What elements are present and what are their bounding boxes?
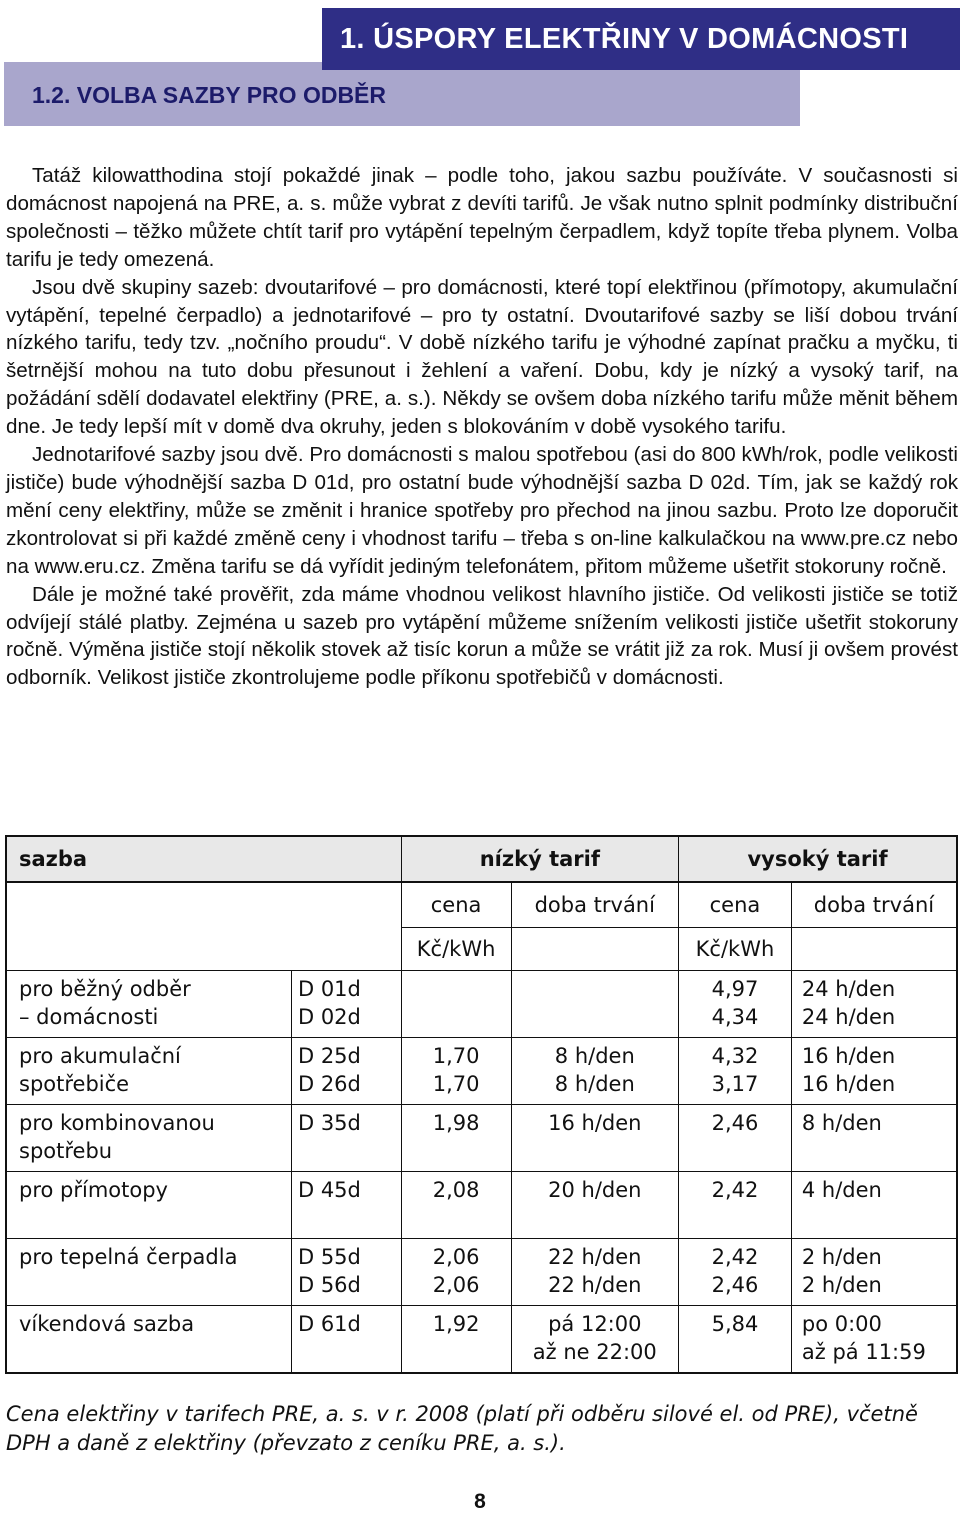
- rate-label: [6, 1306, 291, 1374]
- header-low-price: cena: [401, 882, 511, 928]
- high-duration: [791, 1172, 957, 1239]
- rate-label-line: víkendová sazba: [19, 1312, 195, 1336]
- high-price-line: 5,84: [711, 1312, 759, 1336]
- paragraph-2: Jsou dvě skupiny sazeb: dvoutarifové – pro domácnosti, které topí elektřinou (přímotopy, akumulační vytápění, tepelné čerpadlo) a jednotarifové – pro ty ostatní. Dvoutarifové sazby se liší dobou trvání nízkého tarifu, tedy tzv. „nočního proudu“. V době nízkého tarifu je výhodné zapínat pračku a myčku, ti šetrnější mohou na tuto dobu přesunout i žehlení a vaření. Dobu, kdy je nízký a vysoký tarif, na požádání sdělí dodavatel elektřiny (PRE, a. s.). Někdy se ovšem doba nízkého tarifu může měnit během dne. Je tedy lepší mít v domě dva okruhy, jeden s blokováním v době vysokého tarifu.: [6, 275, 958, 439]
- high-duration: [791, 1306, 957, 1374]
- rate-label-line: [19, 1271, 291, 1299]
- low-duration: [511, 1038, 679, 1105]
- rate-code-line: D 26d: [297, 1072, 361, 1096]
- high-duration-line: až pá 11:59: [801, 1340, 926, 1364]
- low-duration-line: pá 12:00: [548, 1312, 642, 1336]
- rate-label-line: pro akumulační: [19, 1044, 181, 1068]
- rate-code-line: D 02d: [297, 1005, 361, 1029]
- low-price: [401, 1172, 511, 1239]
- high-price: [679, 1038, 792, 1105]
- rate-label-line: pro tepelná čerpadla: [19, 1245, 238, 1269]
- high-price-line: 2,42: [711, 1178, 759, 1202]
- high-price-line: 4,32: [711, 1044, 759, 1068]
- rate-label: [6, 1239, 291, 1306]
- rate-code-line: [298, 1338, 401, 1366]
- rate-label: [6, 1172, 291, 1239]
- low-price-line: [402, 1338, 511, 1366]
- high-price: [679, 1239, 792, 1306]
- high-duration-line: 16 h/den: [801, 1044, 896, 1068]
- high-duration-line: 8 h/den: [801, 1111, 882, 1135]
- table-row: [6, 971, 957, 1038]
- rate-code-line: D 55d: [297, 1245, 361, 1269]
- tariff-table: [5, 835, 958, 1374]
- low-price: [401, 1038, 511, 1105]
- low-duration-line: až ne 22:00: [532, 1340, 657, 1364]
- low-duration-line: 22 h/den: [548, 1273, 642, 1297]
- high-price-line: [679, 1204, 791, 1232]
- low-price-line: [402, 1137, 511, 1165]
- high-duration: [791, 1105, 957, 1172]
- rate-code: [291, 1105, 401, 1172]
- high-price: [679, 971, 792, 1038]
- low-duration-line: [512, 975, 679, 1003]
- high-duration-line: 2 h/den: [801, 1273, 882, 1297]
- article-body: [6, 162, 958, 692]
- rate-label-line: pro přímotopy: [19, 1178, 168, 1202]
- low-price-line: 1,92: [432, 1312, 480, 1336]
- high-duration: [791, 971, 957, 1038]
- table-row: [6, 1038, 957, 1105]
- unit-high-price: Kč/kWh: [679, 928, 792, 971]
- table-caption: Cena elektřiny v tarifech PRE, a. s. v r. 2008 (platí při odběru silové el. od PRE), včetně DPH a daně z elektřiny (převzato z ceníku PRE, a. s.).: [6, 1402, 918, 1455]
- low-duration-line: [512, 1137, 679, 1165]
- table-row: [6, 1172, 957, 1239]
- low-duration: [511, 1172, 679, 1239]
- low-price-line: [402, 975, 511, 1003]
- rate-code-line: D 01d: [297, 977, 361, 1001]
- low-duration: [511, 1239, 679, 1306]
- high-price-line: [679, 1338, 791, 1366]
- paragraph-4: Dále je možné také prověřit, zda máme vhodnou velikost hlavního jističe. Od velikosti jističe se totiž odvíjejí stálé platby. Zejména u sazeb pro vytápění můžeme snížením velikosti jističe ušetřit stokoruny ročně. Výměna jističe stojí několik stovek až tisíc korun a může se vrátit již za rok. Musí ji ovšem provést odborník. Velikost jističe zkontrolujeme podle příkonu spotřebičů v domácnosti.: [6, 582, 958, 690]
- rate-label-line: [19, 1338, 291, 1366]
- low-price-line: [402, 1204, 511, 1232]
- high-duration-line: [802, 1137, 956, 1165]
- low-duration-line: [512, 1003, 679, 1031]
- rate-label-line: spotřebu: [19, 1139, 113, 1163]
- section-heading: 1.2. VOLBA SAZBY PRO ODBĚR: [4, 62, 800, 126]
- rate-code: [291, 1239, 401, 1306]
- chapter-heading: 1. ÚSPORY ELEKTŘINY V DOMÁCNOSTI: [322, 8, 960, 70]
- paragraph-1: Tatáž kilowatthodina stojí pokaždé jinak – podle toho, jakou sazbu používáte. V současnosti si domácnost napojená na PRE, a. s. může vybrat z devíti tarifů. Je však nutno splnit podmínky distribuční společnosti – těžko můžete chtít tarif pro vytápění tepelným čerpadlem, když topíte třeba plynem. Volba tarifu je tedy omezená.: [6, 164, 958, 271]
- rate-label-line: pro kombinovanou: [19, 1111, 215, 1135]
- rate-code-line: D 35d: [297, 1111, 361, 1135]
- high-duration-line: [802, 1204, 956, 1232]
- low-duration: [511, 1105, 679, 1172]
- high-price-line: [679, 1137, 791, 1165]
- header-low-tariff: nízký tarif: [401, 836, 678, 882]
- high-price-line: 2,46: [711, 1273, 759, 1297]
- header-high-duration: doba trvání: [791, 882, 957, 928]
- high-price-line: 2,42: [711, 1245, 759, 1269]
- rate-label-line: [19, 1204, 291, 1232]
- rate-code: [291, 1172, 401, 1239]
- unit-low-price: Kč/kWh: [401, 928, 511, 971]
- low-price-line: 2,08: [432, 1178, 480, 1202]
- high-duration-line: 16 h/den: [801, 1072, 896, 1096]
- header-high-price: cena: [679, 882, 792, 928]
- low-duration-line: 8 h/den: [554, 1044, 635, 1068]
- rate-label: [6, 1038, 291, 1105]
- rate-label-line: pro běžný odběr: [19, 977, 191, 1001]
- high-duration-line: 24 h/den: [801, 977, 896, 1001]
- rate-code-line: D 56d: [297, 1273, 361, 1297]
- low-duration-line: 16 h/den: [548, 1111, 642, 1135]
- table-row: [6, 1105, 957, 1172]
- high-duration-line: 4 h/den: [801, 1178, 882, 1202]
- unit-low-duration: [511, 928, 679, 971]
- low-price: [401, 1105, 511, 1172]
- empty-header-cell: [6, 882, 401, 971]
- low-duration-line: 20 h/den: [548, 1178, 642, 1202]
- high-price-line: 2,46: [711, 1111, 759, 1135]
- unit-high-duration: [791, 928, 957, 971]
- high-price-line: 4,34: [711, 1005, 759, 1029]
- high-price: [679, 1306, 792, 1374]
- low-duration: [511, 1306, 679, 1374]
- table-header-row: [6, 836, 957, 882]
- low-price: [401, 1239, 511, 1306]
- header-sazba: sazba: [6, 836, 401, 882]
- rate-code-line: D 61d: [297, 1312, 361, 1336]
- rate-code-line: D 45d: [297, 1178, 361, 1202]
- low-price-line: [402, 1003, 511, 1031]
- rate-code-line: D 25d: [297, 1044, 361, 1068]
- rate-code-line: [298, 1137, 401, 1165]
- rate-label: [6, 1105, 291, 1172]
- low-price: [401, 1306, 511, 1374]
- high-duration-line: po 0:00: [801, 1312, 882, 1336]
- low-price-line: 1,70: [432, 1072, 480, 1096]
- high-duration-line: 24 h/den: [801, 1005, 896, 1029]
- rate-code: [291, 1306, 401, 1374]
- rate-code: [291, 1038, 401, 1105]
- high-price: [679, 1105, 792, 1172]
- header-low-duration: doba trvání: [511, 882, 679, 928]
- low-price-line: 2,06: [432, 1245, 480, 1269]
- low-duration-line: 22 h/den: [548, 1245, 642, 1269]
- low-duration: [511, 971, 679, 1038]
- table-row: [6, 1239, 957, 1306]
- high-price: [679, 1172, 792, 1239]
- low-duration-line: [512, 1204, 679, 1232]
- low-price-line: 1,98: [432, 1111, 480, 1135]
- table-row: [6, 1306, 957, 1374]
- low-price: [401, 971, 511, 1038]
- rate-code: [291, 971, 401, 1038]
- low-price-line: 1,70: [432, 1044, 480, 1068]
- rate-label: [6, 971, 291, 1038]
- page-number: 8: [474, 1490, 486, 1513]
- high-duration-line: 2 h/den: [801, 1245, 882, 1269]
- high-duration: [791, 1239, 957, 1306]
- table-subheader-row: [6, 882, 957, 928]
- rate-code-line: [298, 1204, 401, 1232]
- paragraph-3: Jednotarifové sazby jsou dvě. Pro domácnosti s malou spotřebou (asi do 800 kWh/rok, podle velikosti jističe) bude výhodnější sazba D 01d, pro ostatní bude výhodnější sazba D 02d. Tím, jak se každý rok mění ceny elektřiny, může se změnit i hranice spotřeby pro přechod na jinou sazbu. Proto lze doporučit zkontrolovat si při každé změně ceny i vhodnost tarifu – třeba s on-line kalkulačkou na www.pre.cz nebo na www.eru.cz. Změna tarifu se dá vyřídit jediným telefonátem, přitom můžeme ušetřit stokoruny ročně.: [6, 443, 958, 578]
- low-price-line: 2,06: [432, 1273, 480, 1297]
- high-price-line: 4,97: [711, 977, 759, 1001]
- high-duration: [791, 1038, 957, 1105]
- rate-label-line: spotřebiče: [19, 1072, 130, 1096]
- rate-label-line: – domácnosti: [19, 1005, 159, 1029]
- header-high-tariff: vysoký tarif: [679, 836, 957, 882]
- high-price-line: 3,17: [711, 1072, 759, 1096]
- low-duration-line: 8 h/den: [554, 1072, 635, 1096]
